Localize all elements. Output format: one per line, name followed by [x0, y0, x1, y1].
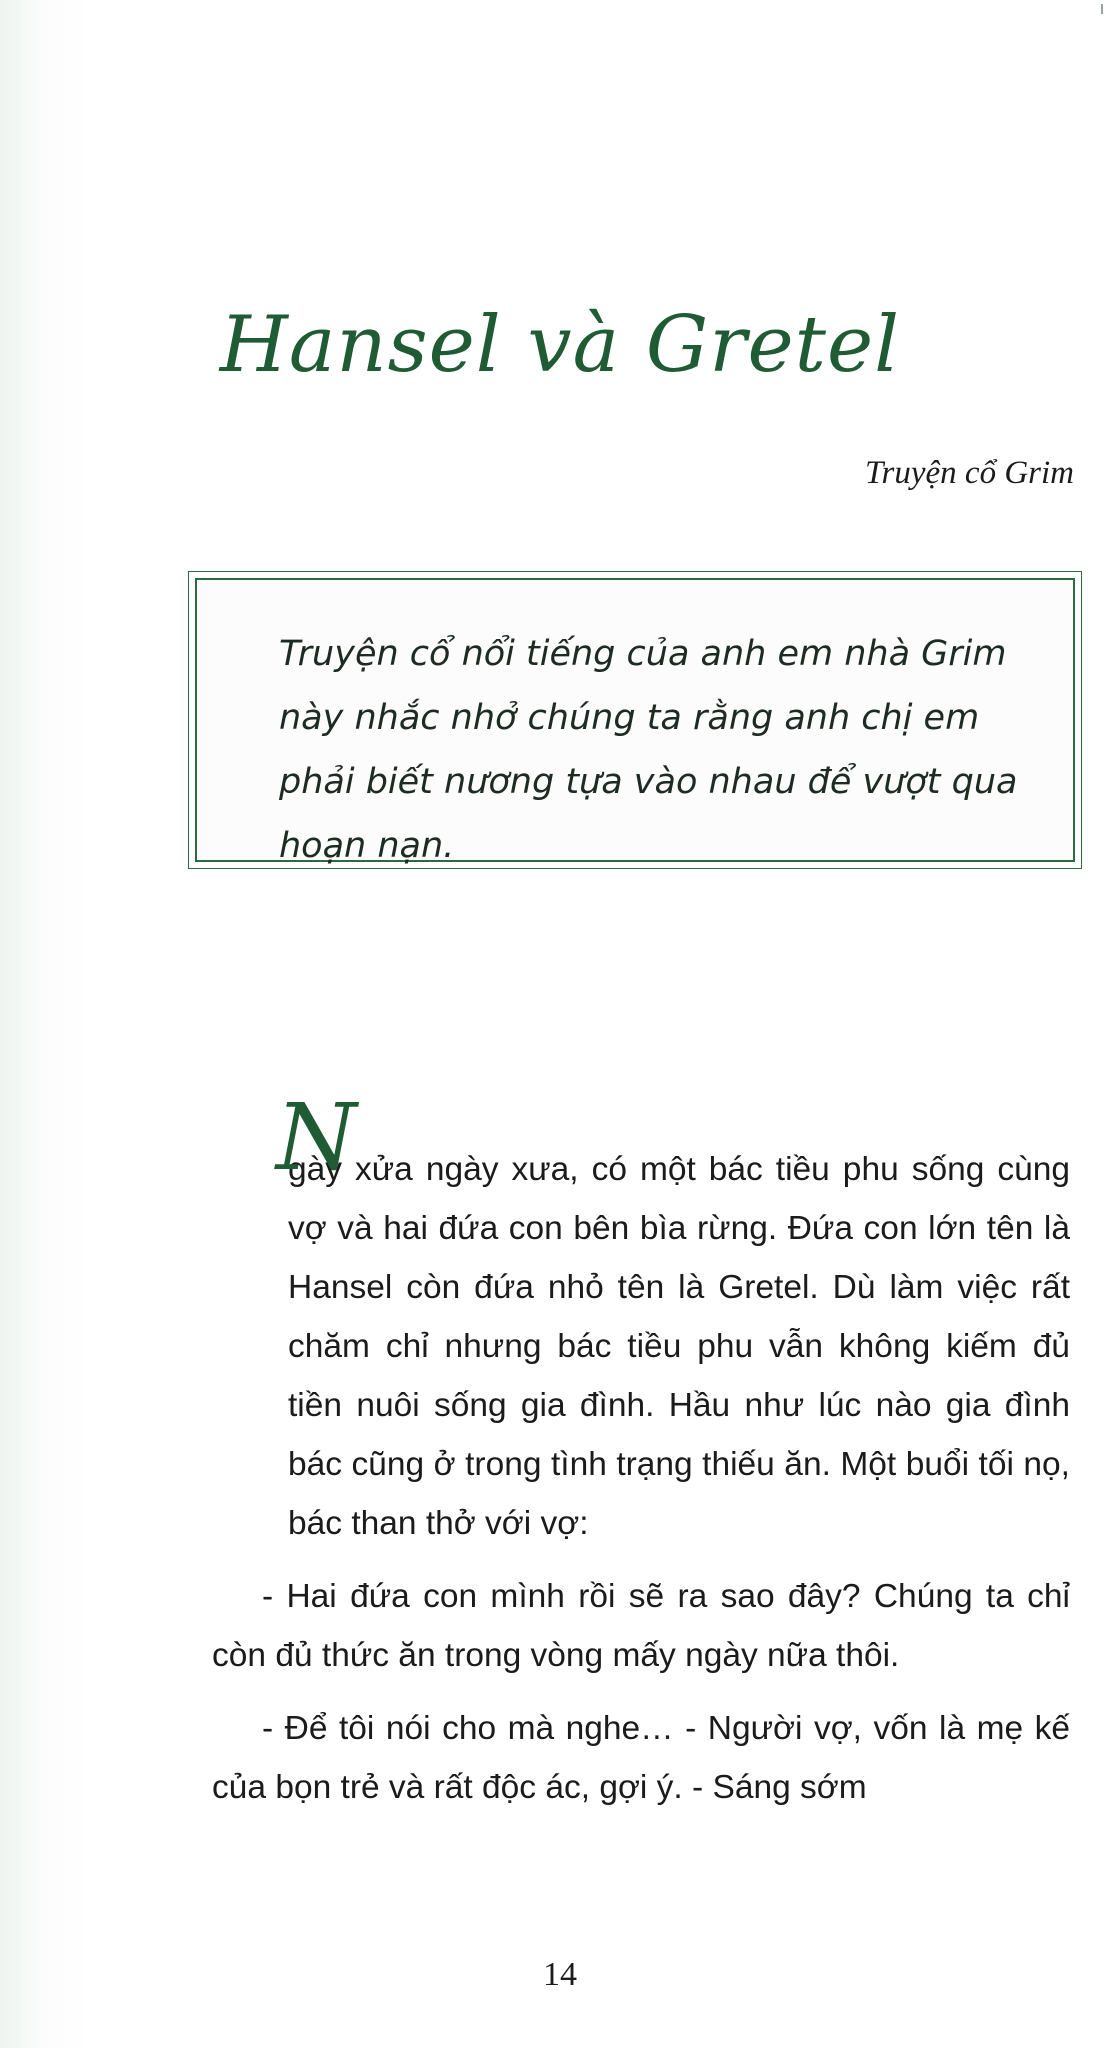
intro-text: Truyện cổ nổi tiếng của anh em nhà Grim này nhắc nhở chúng ta rằng anh chị em phải biết nương tựa vào nhau để vượt qua hoạn nạn. — [279, 634, 1018, 866]
intro-box — [195, 578, 1075, 866]
drop-cap: N — [276, 1084, 357, 1191]
story-source: Truyện cổ Grim — [865, 455, 1074, 491]
story-title: Hansel và Gretel — [219, 300, 901, 390]
page-edge-mark — [1101, 4, 1103, 14]
story-body — [212, 1084, 1070, 1831]
paragraph-1: gày xửa ngày xưa, có một bác tiều phu sống cùng vợ và hai đứa con bên bìa rừng. Đứa con lớn tên là Hansel còn đứa nhỏ tên là Gretel. Dù làm việc rất chăm chỉ nhưng bác tiều phu vẫn không kiếm đủ tiền nuôi sống gia đình. Hầu như lúc nào gia đình bác cũng ở trong tình trạng thiếu ăn. Một buổi tối nọ, bác than thở với vợ: — [288, 1151, 1070, 1542]
paragraph-2: - Hai đứa con mình rồi sẽ ra sao đây? Chúng ta chỉ còn đủ thức ăn trong vòng mấy ngày nữa thôi. — [212, 1578, 1070, 1674]
paragraph-3: - Để tôi nói cho mà nghe… - Người vợ, vốn là mẹ kế của bọn trẻ và rất độc ác, gợi ý. - Sáng sớm — [212, 1710, 1070, 1806]
page-number: 14 — [543, 1956, 577, 1993]
